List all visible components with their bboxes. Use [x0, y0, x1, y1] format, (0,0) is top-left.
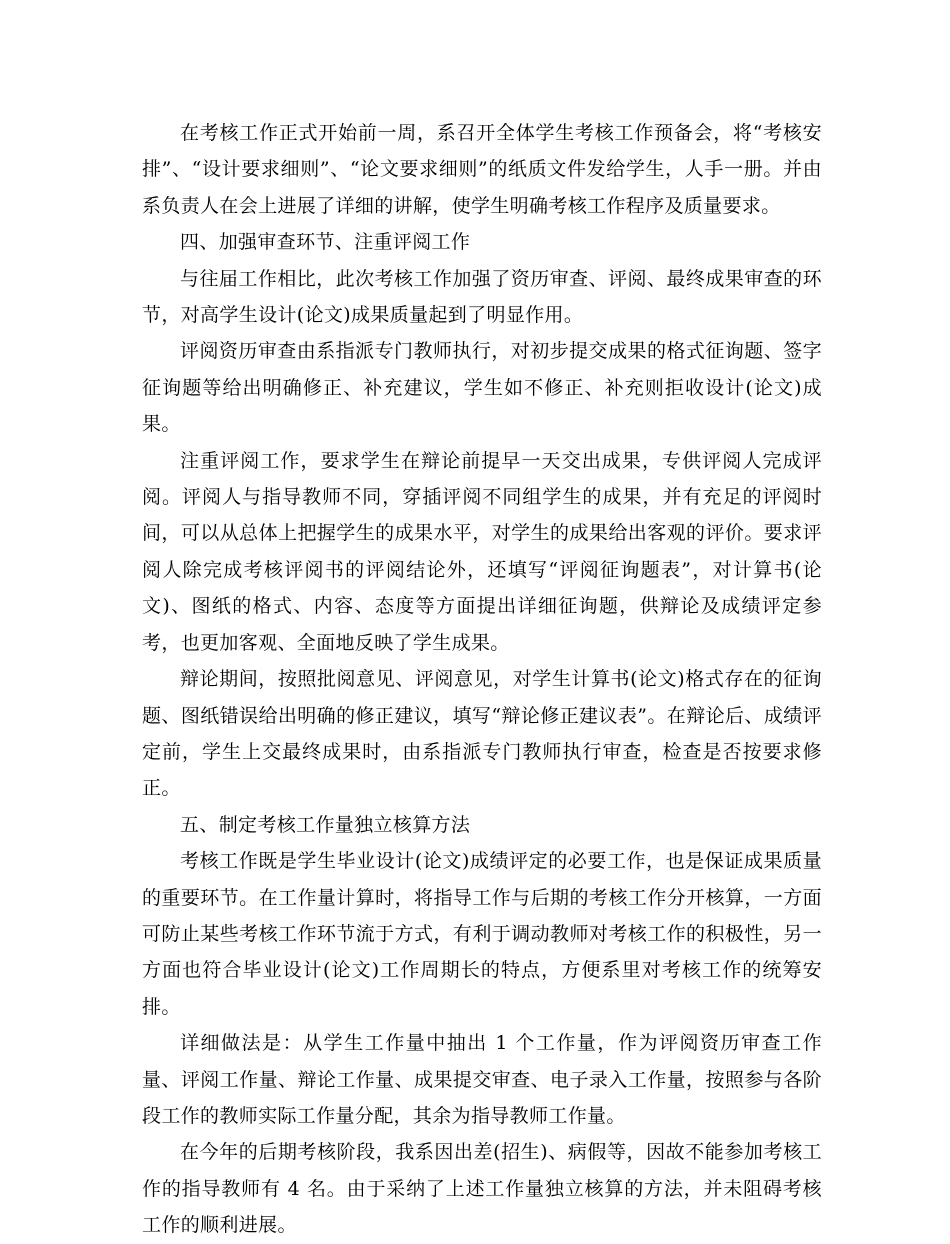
paragraph-absent-teachers: 在今年的后期考核阶段，我系因出差(招生)、病假等，因故不能参加考核工作的指导教师有 4 名。由于采纳了上述工作量独立核算的方法，并未阻碍考核工作的顺利进展。 [142, 1141, 822, 1237]
paragraph-strengthened-review: 与往届工作相比，此次考核工作加强了资历审查、评阅、最终成果审查的环节，对高学生设计(论文)成果质量起到了明显作用。 [142, 267, 822, 327]
document-body [142, 115, 822, 1244]
section-heading-workload-accounting: 五、制定考核工作量独立核算方法 [180, 813, 471, 836]
paragraph-workload-separation: 考核工作既是学生毕业设计(论文)成绩评定的必要工作，也是保证成果质量的重要环节。在工作量计算时，将指导工作与后期的考核工作分开核算，一方面可防止某些考核工作环节流于方式，有利于调动教师对考核工作的积极性，另一方面也符合毕业设计(论文)工作周期长的特点，方便系里对考核工作的统筹安排。 [142, 850, 822, 1018]
paragraph-evaluation-work: 注重评阅工作，要求学生在辩论前提早一天交出成果，专供评阅人完成评阅。评阅人与指导教师不同，穿插评阅不同组学生的成果，并有充足的评阅时间，可以从总体上把握学生的成果水平，对学生的成果给出客观的评价。要求评阅人除完成考核评阅书的评阅结论外，还填写“评阅征询题表”，对计算书(论文)、图纸的格式、内容、态度等方面提出详细征询题，供辩论及成绩评定参考，也更加客观、全面地反映了学生成果。 [142, 449, 822, 654]
paragraph-workload-method: 详细做法是：从学生工作量中抽出 1 个工作量，作为评阅资历审查工作量、评阅工作量、辩论工作量、成果提交审查、电子录入工作量，按照参与各阶段工作的教师实际工作量分配，其余为指导教师工作量。 [142, 1032, 822, 1127]
paragraph-qualification-review: 评阅资历审查由系指派专门教师执行，对初步提交成果的格式征询题、签字征询题等给出明确修正、补充建议，学生如不修正、补充则拒收设计(论文)成果。 [142, 340, 822, 436]
paragraph-exam-preparation-meeting: 在考核工作正式开始前一周，系召开全体学生考核工作预备会，将“考核安排”、“设计要求细则”、“论文要求细则”的纸质文件发给学生，人手一册。并由系负责人在会上进展了详细的讲解，使学生明确考核工作程序及质量要求。 [142, 122, 822, 217]
paragraph-defense-revision: 辩论期间，按照批阅意见、评阅意见，对学生计算书(论文)格式存在的征询题、图纸错误给出明确的修正建议，填写“辩论修正建议表”。在辩论后、成绩评定前，学生上交最终成果时，由系指派专门教师执行审查，检查是否按要求修正。 [142, 668, 822, 800]
section-heading-review-and-evaluation: 四、加强审查环节、注重评阅工作 [180, 231, 471, 254]
